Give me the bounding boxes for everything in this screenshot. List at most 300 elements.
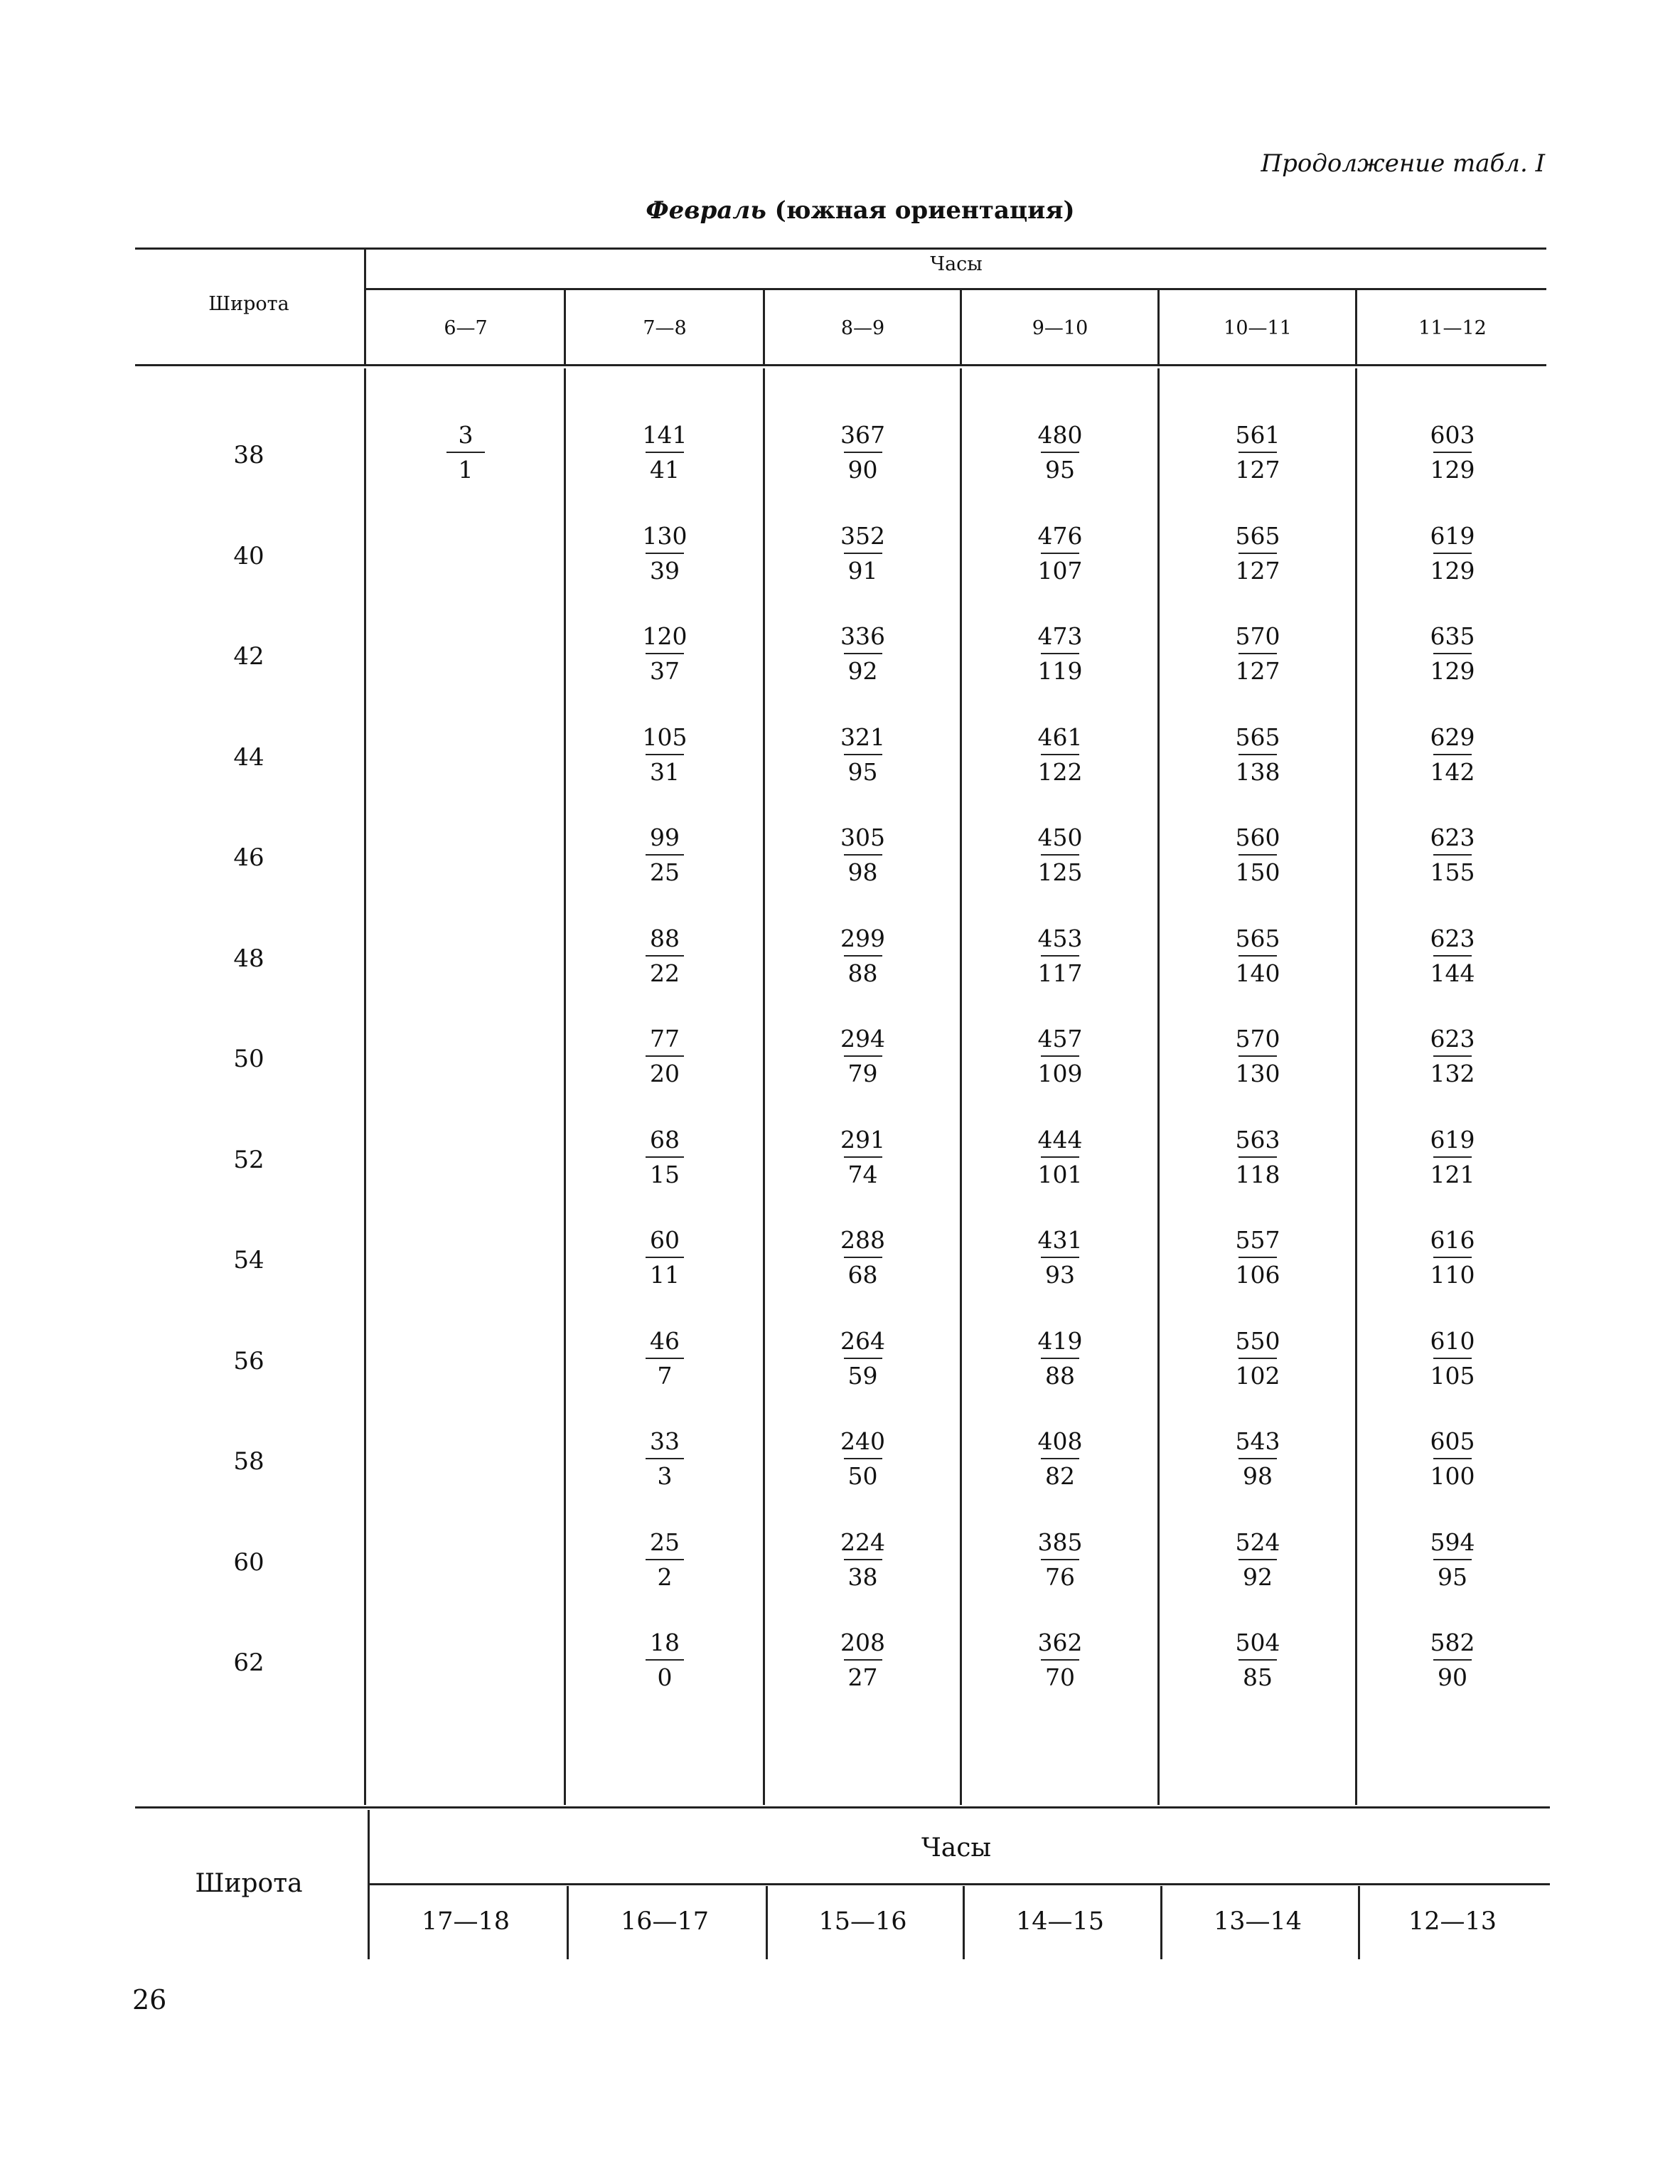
table-title-orientation: (южная ориентация) — [774, 196, 1075, 225]
fraction-denominator: 132 — [1430, 1060, 1475, 1087]
fraction-bar — [1433, 1659, 1472, 1661]
fraction-denominator: 1 — [458, 456, 473, 484]
fraction-bar — [1433, 1559, 1472, 1560]
fraction-denominator: 98 — [847, 858, 878, 886]
fraction-cell — [633, 624, 697, 683]
fraction-denominator: 2 — [657, 1562, 673, 1591]
fraction-denominator: 95 — [847, 757, 878, 786]
fraction-denominator: 91 — [847, 556, 878, 585]
fraction-bar — [646, 1559, 684, 1560]
fraction-bar — [646, 1055, 684, 1057]
fraction-cell — [633, 1228, 697, 1287]
fraction-numerator: 294 — [840, 1025, 885, 1053]
fraction-cell — [1420, 1027, 1484, 1085]
table-top-rule — [135, 247, 1546, 250]
fraction-cell — [831, 1429, 895, 1488]
fraction-cell — [831, 521, 895, 585]
bottom-latitude-separator — [368, 1810, 370, 1959]
fraction-numerator: 565 — [1235, 521, 1280, 550]
fraction-numerator: 68 — [650, 1125, 680, 1154]
fraction-numerator: 99 — [650, 824, 680, 851]
fraction-bar — [1041, 955, 1079, 957]
fraction-bar — [1433, 1156, 1472, 1158]
fraction-cell — [1420, 421, 1484, 484]
fraction-cell — [1028, 1326, 1092, 1390]
fraction-bar — [844, 1659, 882, 1661]
fraction-bar — [1041, 1358, 1079, 1359]
bottom-latitude-header: Широта — [195, 1869, 303, 1898]
fraction-denominator: 110 — [1430, 1261, 1475, 1289]
fraction-denominator: 0 — [657, 1663, 673, 1691]
fraction-numerator: 385 — [1037, 1528, 1083, 1556]
fraction-denominator: 105 — [1430, 1361, 1475, 1390]
fraction-numerator: 623 — [1430, 824, 1475, 851]
fraction-denominator: 7 — [657, 1361, 673, 1390]
fraction-numerator: 629 — [1430, 723, 1475, 751]
fraction-cell — [831, 725, 895, 784]
fraction-numerator: 603 — [1430, 421, 1475, 449]
fraction-numerator: 594 — [1430, 1528, 1475, 1556]
fraction-bar — [1433, 452, 1472, 453]
fraction-numerator: 208 — [840, 1629, 885, 1656]
latitude-value: 54 — [233, 1246, 264, 1274]
latitude-value: 60 — [233, 1548, 264, 1577]
fraction-bar — [646, 955, 684, 957]
fraction-numerator: 352 — [840, 521, 885, 550]
fraction-denominator: 59 — [847, 1361, 878, 1390]
fraction-cell — [633, 1429, 697, 1488]
fraction-bar — [1041, 1559, 1079, 1560]
fraction-numerator: 461 — [1037, 723, 1083, 751]
fraction-cell — [1226, 1125, 1290, 1188]
fraction-denominator: 50 — [847, 1462, 878, 1490]
fraction-denominator: 41 — [650, 456, 680, 484]
fraction-numerator: 561 — [1235, 421, 1280, 449]
fraction-bar — [844, 1156, 882, 1158]
fraction-cell — [1420, 1429, 1484, 1488]
fraction-denominator: 68 — [847, 1261, 878, 1289]
fraction-numerator: 610 — [1430, 1326, 1475, 1355]
fraction-bar — [844, 854, 882, 856]
fraction-numerator: 88 — [650, 924, 680, 952]
fraction-cell — [633, 1027, 697, 1085]
hours-header: Часы — [930, 253, 983, 275]
fraction-numerator: 120 — [642, 622, 687, 650]
body-column-separator — [763, 368, 765, 1805]
fraction-denominator: 37 — [650, 657, 680, 685]
fraction-bar — [1238, 1559, 1277, 1560]
fraction-cell — [831, 1631, 895, 1689]
hour-range-header: 11—12 — [1418, 317, 1487, 339]
fraction-numerator: 299 — [840, 924, 885, 952]
bottom-hour-range-header: 15—16 — [818, 1907, 907, 1936]
fraction-numerator: 46 — [650, 1326, 680, 1355]
body-column-separator — [960, 368, 962, 1805]
fraction-cell — [1226, 826, 1290, 884]
fraction-denominator: 11 — [650, 1261, 680, 1289]
fraction-cell — [1028, 1429, 1092, 1488]
fraction-denominator: 127 — [1235, 556, 1280, 585]
fraction-bar — [1041, 754, 1079, 755]
fraction-cell — [1028, 1530, 1092, 1589]
fraction-cell — [1226, 624, 1290, 683]
fraction-bar — [1238, 754, 1277, 755]
fraction-cell — [633, 1125, 697, 1188]
fraction-bar — [844, 653, 882, 654]
fraction-bar — [646, 653, 684, 654]
fraction-numerator: 288 — [840, 1226, 885, 1254]
fraction-numerator: 240 — [840, 1427, 885, 1455]
fraction-denominator: 100 — [1430, 1462, 1475, 1490]
fraction-bar — [646, 1156, 684, 1158]
fraction-denominator: 85 — [1243, 1663, 1273, 1691]
fraction-numerator: 18 — [650, 1629, 680, 1656]
fraction-denominator: 90 — [1438, 1663, 1467, 1691]
fraction-bar — [1041, 452, 1079, 453]
fraction-numerator: 264 — [840, 1326, 885, 1355]
fraction-denominator: 117 — [1037, 959, 1083, 987]
latitude-value: 42 — [233, 642, 264, 671]
bottom-hour-range-header: 12—13 — [1408, 1907, 1497, 1936]
fraction-denominator: 129 — [1430, 556, 1475, 585]
fraction-denominator: 127 — [1235, 657, 1280, 685]
latitude-value: 38 — [233, 441, 264, 469]
hour-range-header: 9—10 — [1032, 317, 1088, 339]
fraction-bar — [1433, 754, 1472, 755]
latitude-header: Широта — [208, 293, 289, 315]
page-number: 26 — [132, 1984, 167, 2015]
fraction-numerator: 473 — [1037, 622, 1083, 650]
fraction-denominator: 79 — [847, 1060, 878, 1087]
fraction-numerator: 480 — [1037, 421, 1083, 449]
body-column-separator — [564, 368, 566, 1805]
fraction-numerator: 565 — [1235, 723, 1280, 751]
bottom-hours-rule — [370, 1883, 1550, 1885]
fraction-numerator: 605 — [1430, 1427, 1475, 1455]
latitude-value: 44 — [233, 742, 264, 772]
latitude-value: 56 — [233, 1346, 264, 1375]
fraction-numerator: 476 — [1037, 521, 1083, 550]
fraction-denominator: 15 — [650, 1160, 680, 1188]
fraction-denominator: 121 — [1430, 1160, 1475, 1188]
fraction-numerator: 224 — [840, 1528, 885, 1556]
hour-range-header: 6—7 — [444, 317, 488, 339]
fraction-cell — [1028, 1631, 1092, 1689]
fraction-bar — [646, 1458, 684, 1459]
fraction-cell — [831, 826, 895, 884]
fraction-cell — [1420, 924, 1484, 987]
fraction-denominator: 39 — [650, 556, 680, 585]
fraction-cell — [633, 1631, 697, 1689]
fraction-cell — [831, 421, 895, 484]
fraction-cell — [1226, 725, 1290, 784]
fraction-cell — [1028, 826, 1092, 884]
bottom-hours-header: Часы — [921, 1833, 992, 1863]
fraction-denominator: 98 — [1243, 1462, 1273, 1490]
fraction-denominator: 92 — [1243, 1562, 1273, 1591]
latitude-value: 48 — [233, 944, 264, 973]
fraction-denominator: 107 — [1037, 556, 1083, 585]
fraction-denominator: 90 — [847, 456, 878, 484]
fraction-denominator: 70 — [1045, 1663, 1075, 1691]
fraction-cell — [1420, 521, 1484, 585]
fraction-cell — [1226, 1631, 1290, 1689]
fraction-bar — [646, 754, 684, 755]
fraction-cell — [633, 826, 697, 884]
fraction-cell — [1420, 624, 1484, 683]
fraction-cell — [633, 1326, 697, 1390]
fraction-cell — [1028, 1027, 1092, 1085]
fraction-cell — [1226, 924, 1290, 987]
fraction-numerator: 367 — [840, 421, 885, 449]
fraction-cell — [831, 1326, 895, 1390]
fraction-numerator: 582 — [1430, 1629, 1475, 1656]
fraction-numerator: 60 — [650, 1226, 680, 1254]
fraction-cell — [1028, 725, 1092, 784]
fraction-cell — [1420, 725, 1484, 784]
fraction-numerator: 619 — [1430, 521, 1475, 550]
fraction-numerator: 619 — [1430, 1125, 1475, 1154]
continuation-note: Продолжение табл. I — [1261, 149, 1545, 178]
latitude-value: 58 — [233, 1447, 264, 1476]
fraction-bar — [844, 452, 882, 453]
fraction-bar — [844, 955, 882, 957]
bottom-hour-range-header: 16—17 — [620, 1907, 710, 1936]
table-bottom-rule — [135, 1806, 1550, 1809]
fraction-bar — [1433, 1458, 1472, 1459]
fraction-denominator: 122 — [1037, 757, 1083, 786]
fraction-cell — [831, 1027, 895, 1085]
fraction-cell — [1226, 1530, 1290, 1589]
fraction-bar — [646, 1257, 684, 1258]
fraction-denominator: 130 — [1235, 1060, 1280, 1087]
fraction-cell — [831, 1530, 895, 1589]
latitude-value: 62 — [233, 1648, 264, 1677]
fraction-bar — [844, 1358, 882, 1359]
fraction-bar — [646, 452, 684, 453]
fraction-cell — [1226, 1228, 1290, 1287]
fraction-bar — [844, 754, 882, 755]
fraction-denominator: 93 — [1045, 1261, 1075, 1289]
fraction-bar — [844, 1055, 882, 1057]
fraction-numerator: 457 — [1037, 1025, 1083, 1053]
fraction-denominator: 95 — [1438, 1562, 1467, 1591]
fraction-denominator: 82 — [1045, 1462, 1075, 1490]
fraction-cell — [1420, 1631, 1484, 1689]
fraction-bar — [1238, 1156, 1277, 1158]
fraction-bar — [646, 1358, 684, 1359]
fraction-bar — [844, 1559, 882, 1560]
latitude-value: 50 — [233, 1045, 264, 1073]
fraction-bar — [1238, 653, 1277, 654]
fraction-numerator: 408 — [1037, 1427, 1083, 1455]
fraction-numerator: 565 — [1235, 924, 1280, 952]
fraction-numerator: 3 — [458, 421, 473, 449]
fraction-denominator: 88 — [847, 959, 878, 987]
fraction-bar — [844, 1458, 882, 1459]
fraction-numerator: 431 — [1037, 1226, 1083, 1254]
fraction-denominator: 74 — [847, 1160, 878, 1188]
fraction-numerator: 77 — [650, 1025, 680, 1053]
fraction-numerator: 635 — [1430, 622, 1475, 650]
fraction-denominator: 109 — [1037, 1060, 1083, 1087]
fraction-bar — [1238, 452, 1277, 453]
fraction-denominator: 38 — [847, 1562, 878, 1591]
fraction-numerator: 550 — [1235, 1326, 1280, 1355]
fraction-cell — [1226, 1027, 1290, 1085]
fraction-numerator: 25 — [650, 1528, 680, 1556]
fraction-denominator: 142 — [1430, 757, 1475, 786]
bottom-hour-range-header: 14—15 — [1015, 1907, 1105, 1936]
fraction-cell — [1420, 1530, 1484, 1589]
fraction-bar — [1238, 553, 1277, 554]
fraction-numerator: 557 — [1235, 1226, 1280, 1254]
fraction-cell — [633, 1530, 697, 1589]
fraction-numerator: 560 — [1235, 824, 1280, 851]
fraction-denominator: 31 — [650, 757, 680, 786]
fraction-denominator: 144 — [1430, 959, 1475, 987]
fraction-numerator: 524 — [1235, 1528, 1280, 1556]
fraction-numerator: 543 — [1235, 1427, 1280, 1455]
fraction-bar — [1041, 653, 1079, 654]
table-title-month: Февраль — [646, 196, 766, 225]
fraction-cell — [1420, 1228, 1484, 1287]
fraction-cell — [1226, 521, 1290, 585]
fraction-bar — [844, 553, 882, 554]
fraction-bar — [1238, 1257, 1277, 1258]
fraction-cell — [1028, 421, 1092, 484]
fraction-denominator: 106 — [1235, 1261, 1280, 1289]
fraction-cell — [633, 924, 697, 987]
fraction-numerator: 623 — [1430, 924, 1475, 952]
fraction-numerator: 141 — [642, 421, 687, 449]
fraction-cell — [831, 1125, 895, 1188]
fraction-numerator: 450 — [1037, 824, 1083, 851]
fraction-numerator: 570 — [1235, 1025, 1280, 1053]
fraction-cell — [434, 421, 498, 484]
fraction-cell — [1028, 624, 1092, 683]
fraction-cell — [1420, 826, 1484, 884]
body-column-separator — [1157, 368, 1160, 1805]
fraction-bar — [446, 452, 485, 453]
fraction-numerator: 504 — [1235, 1629, 1280, 1656]
fraction-denominator: 129 — [1430, 456, 1475, 484]
fraction-denominator: 88 — [1045, 1361, 1075, 1390]
fraction-bar — [1238, 854, 1277, 856]
hour-range-header: 7—8 — [643, 317, 687, 339]
bottom-hour-range-header: 13—14 — [1213, 1907, 1302, 1936]
fraction-bar — [1433, 854, 1472, 856]
latitude-value: 46 — [233, 843, 264, 872]
fraction-bar — [646, 854, 684, 856]
fraction-denominator: 101 — [1037, 1160, 1083, 1188]
fraction-bar — [1433, 553, 1472, 554]
fraction-numerator: 570 — [1235, 622, 1280, 650]
fraction-denominator: 150 — [1235, 858, 1280, 886]
latitude-value: 52 — [233, 1145, 264, 1174]
fraction-numerator: 623 — [1430, 1025, 1475, 1053]
fraction-bar — [1041, 553, 1079, 554]
fraction-numerator: 453 — [1037, 924, 1083, 952]
fraction-numerator: 105 — [642, 723, 687, 751]
fraction-bar — [646, 553, 684, 554]
fraction-bar — [1041, 854, 1079, 856]
fraction-denominator: 138 — [1235, 757, 1280, 786]
fraction-bar — [1041, 1055, 1079, 1057]
fraction-numerator: 616 — [1430, 1226, 1475, 1254]
fraction-cell — [633, 521, 697, 585]
fraction-numerator: 362 — [1037, 1629, 1083, 1656]
fraction-cell — [831, 924, 895, 987]
fraction-bar — [1433, 1055, 1472, 1057]
fraction-denominator: 140 — [1235, 959, 1280, 987]
fraction-cell — [633, 421, 697, 484]
latitude-value: 40 — [233, 541, 264, 570]
fraction-denominator: 119 — [1037, 657, 1083, 685]
fraction-bar — [1238, 1055, 1277, 1057]
fraction-denominator: 155 — [1430, 858, 1475, 886]
fraction-cell — [633, 725, 697, 784]
fraction-bar — [1238, 1659, 1277, 1661]
fraction-denominator: 20 — [650, 1060, 680, 1087]
fraction-bar — [1433, 1358, 1472, 1359]
fraction-bar — [1238, 955, 1277, 957]
fraction-bar — [1238, 1458, 1277, 1459]
fraction-cell — [1028, 1228, 1092, 1287]
fraction-denominator: 95 — [1045, 456, 1075, 484]
fraction-numerator: 33 — [650, 1427, 680, 1455]
fraction-denominator: 25 — [650, 858, 680, 886]
fraction-cell — [831, 624, 895, 683]
fraction-bar — [1041, 1257, 1079, 1258]
fraction-cell — [1226, 1429, 1290, 1488]
header-bottom-rule — [135, 364, 1546, 366]
fraction-bar — [1041, 1659, 1079, 1661]
fraction-cell — [1420, 1326, 1484, 1390]
fraction-denominator: 125 — [1037, 858, 1083, 886]
fraction-bar — [1433, 955, 1472, 957]
latitude-column-separator — [364, 368, 366, 1805]
fraction-bar — [1041, 1458, 1079, 1459]
fraction-denominator: 22 — [650, 959, 680, 987]
fraction-denominator: 127 — [1235, 456, 1280, 484]
table-title — [135, 196, 1585, 225]
fraction-numerator: 336 — [840, 622, 885, 650]
fraction-bar — [844, 1257, 882, 1258]
fraction-numerator: 321 — [840, 723, 885, 751]
fraction-cell — [1028, 1125, 1092, 1188]
fraction-bar — [1433, 653, 1472, 654]
fraction-cell — [1226, 1326, 1290, 1390]
fraction-denominator: 102 — [1235, 1361, 1280, 1390]
fraction-denominator: 92 — [847, 657, 878, 685]
hours-rule — [366, 288, 1546, 290]
fraction-numerator: 305 — [840, 824, 885, 851]
fraction-cell — [1028, 521, 1092, 585]
fraction-numerator: 130 — [642, 521, 687, 550]
fraction-denominator: 118 — [1235, 1160, 1280, 1188]
bottom-hour-range-header: 17—18 — [421, 1907, 510, 1936]
fraction-bar — [646, 1659, 684, 1661]
fraction-bar — [1433, 1257, 1472, 1258]
hour-range-header: 8—9 — [840, 317, 885, 339]
fraction-bar — [1238, 1358, 1277, 1359]
hour-range-header: 10—11 — [1224, 317, 1292, 339]
body-column-separator — [1355, 368, 1357, 1805]
fraction-denominator: 27 — [847, 1663, 878, 1691]
fraction-cell — [1226, 421, 1290, 484]
fraction-cell — [1028, 924, 1092, 987]
